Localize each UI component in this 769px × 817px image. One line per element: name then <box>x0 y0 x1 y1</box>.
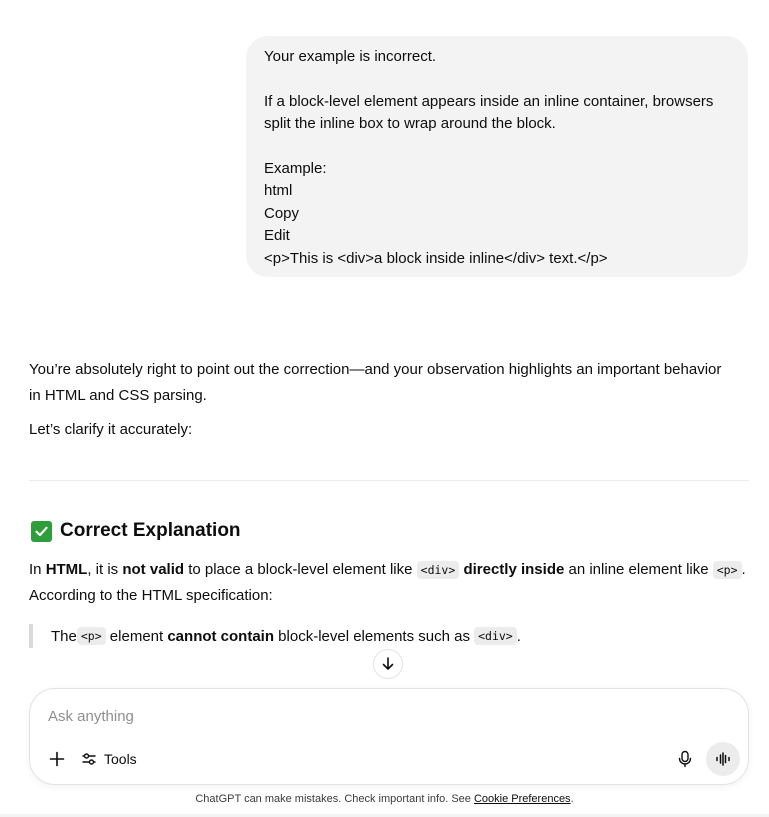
text: an inline element like <box>564 561 713 578</box>
scroll-to-bottom-button[interactable] <box>373 649 403 679</box>
user-message-line: Edit <box>264 227 290 245</box>
user-message-bubble <box>246 36 748 277</box>
voice-waveform-icon <box>715 752 731 766</box>
inline-code: <p> <box>713 561 742 579</box>
user-message-line: Example: <box>264 159 327 177</box>
disclaimer-text: ChatGPT can make mistakes. Check important info. See <box>195 793 474 805</box>
user-message-line: Copy <box>264 204 300 222</box>
assistant-intro-line: in HTML and CSS parsing. <box>29 387 207 404</box>
voice-mode-button[interactable] <box>706 742 740 776</box>
text: The <box>51 627 77 645</box>
text: , it is <box>87 561 123 578</box>
bold-text: HTML <box>45 561 88 578</box>
text: element <box>105 627 168 645</box>
explanation-line <box>29 557 749 583</box>
inline-code: <div> <box>474 627 517 645</box>
section-divider <box>29 480 749 481</box>
heading-text: Correct Explanation <box>60 520 241 541</box>
add-attachment-button[interactable] <box>46 748 68 770</box>
prompt-input[interactable] <box>48 705 648 727</box>
user-message-line: If a block-level element appears inside an inline container, browsers <box>264 92 714 110</box>
dictate-button[interactable] <box>674 748 696 770</box>
text: to place a block-level element like <box>184 561 417 578</box>
text: . <box>516 627 521 645</box>
check-mark-button-icon <box>31 521 52 542</box>
assistant-intro-line: You’re absolutely right to point out the correction—and your observation highlights an important behavior <box>29 361 722 378</box>
bold-text: not valid <box>122 561 185 578</box>
text: In <box>29 561 46 578</box>
user-message-line <box>264 136 730 158</box>
assistant-clarify <box>29 417 749 443</box>
bold-text: cannot contain <box>167 627 275 645</box>
user-message-line: split the inline box to wrap around the block. <box>264 115 556 133</box>
explanation-paragraph <box>29 557 749 609</box>
disclaimer-footer <box>0 793 769 805</box>
user-message-line: <p>This is <div>a block inside inline</div> text.</p> <box>264 249 608 267</box>
explanation-line: According to the HTML specification: <box>29 587 273 604</box>
assistant-intro <box>29 357 749 409</box>
inline-code: <p> <box>77 627 106 645</box>
section-heading <box>31 520 241 542</box>
arrow-down-icon <box>380 656 396 672</box>
disclaimer-end: . <box>570 793 574 805</box>
cookie-preferences-link[interactable]: Cookie Preferences <box>473 793 571 805</box>
sliders-icon <box>81 751 97 767</box>
user-message-line <box>264 68 730 90</box>
plus-icon <box>49 751 65 767</box>
clarify-text: Let’s clarify it accurately: <box>29 421 193 438</box>
inline-code: <div> <box>417 561 460 579</box>
tools-button[interactable] <box>81 748 137 770</box>
text: block-level elements such as <box>274 627 475 645</box>
blockquote <box>29 624 521 648</box>
user-message-line: html <box>264 182 293 200</box>
user-message-line: Your example is incorrect. <box>264 48 437 65</box>
message-composer <box>29 688 749 785</box>
microphone-icon <box>677 750 693 768</box>
tools-label: Tools <box>104 751 137 767</box>
bold-text: directly inside <box>463 561 565 578</box>
text: . <box>741 561 746 578</box>
